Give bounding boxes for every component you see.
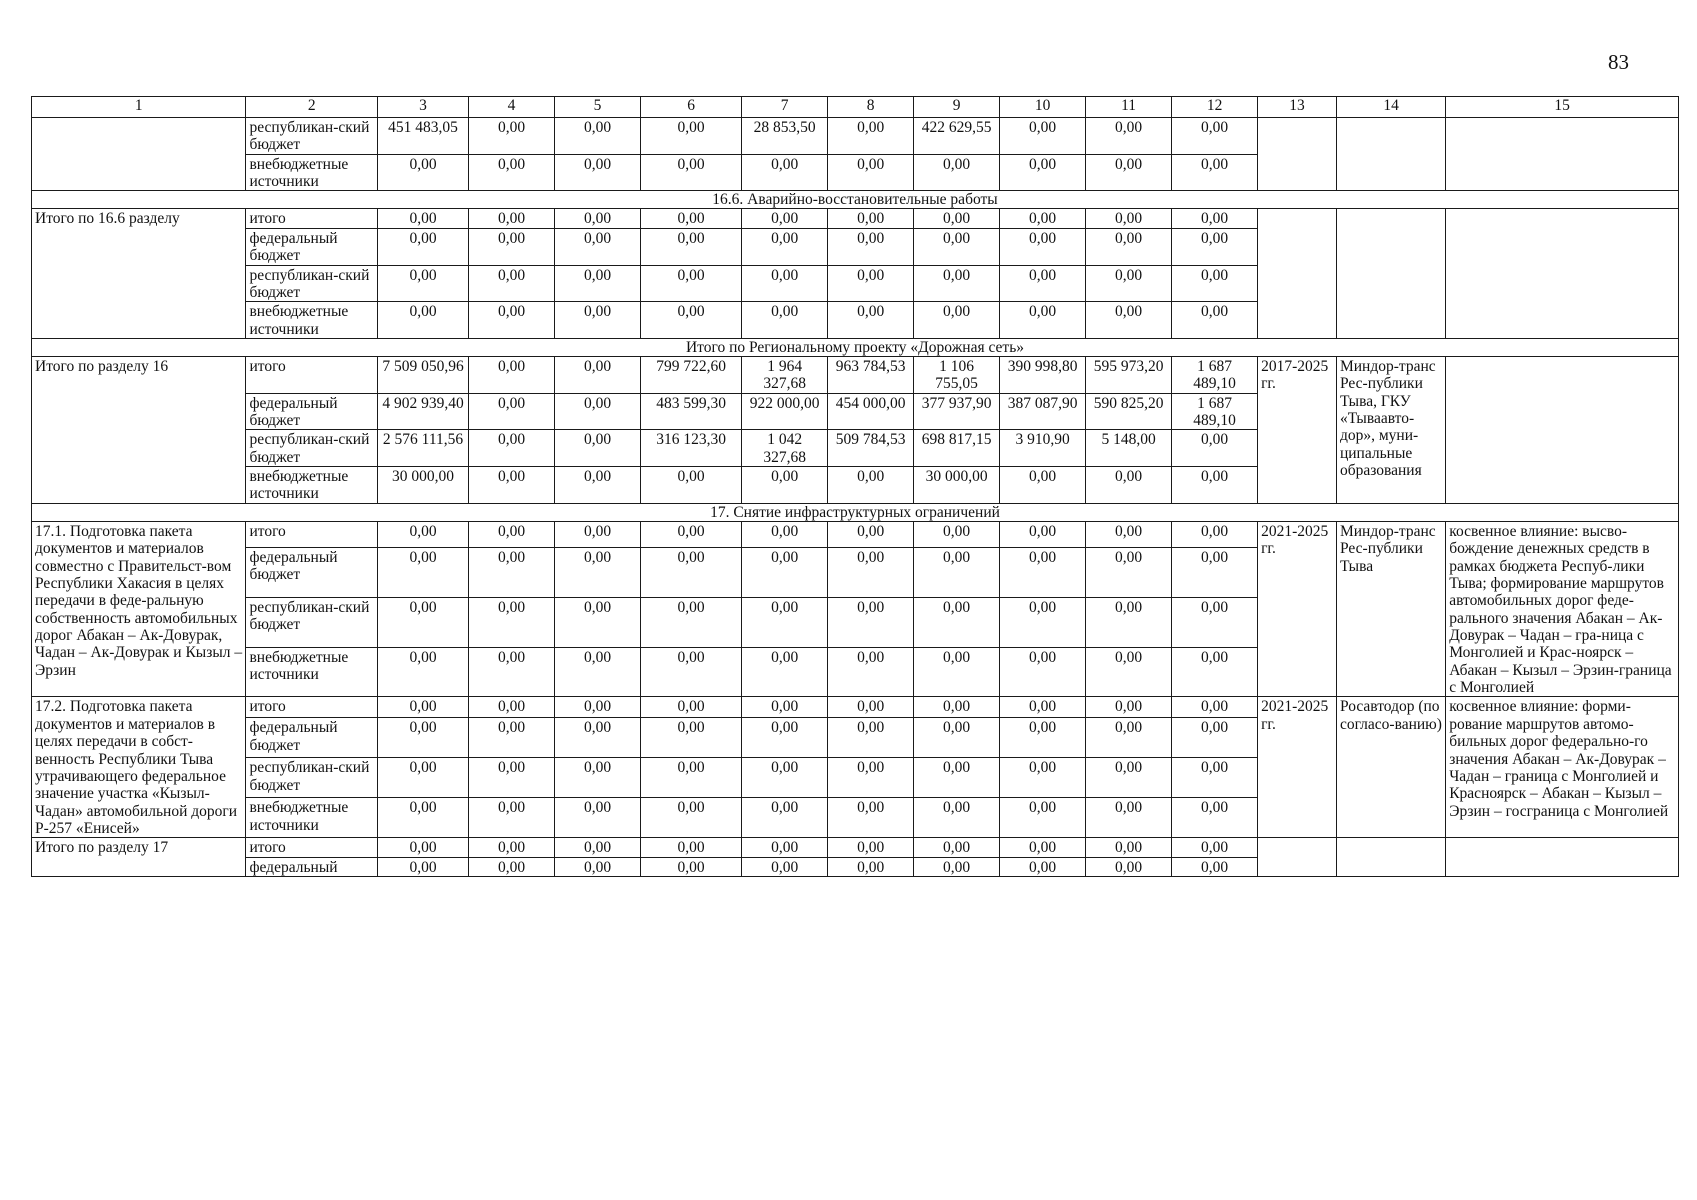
amount-cell: 0,00 bbox=[377, 697, 468, 718]
amount-cell: 0,00 bbox=[1000, 467, 1086, 504]
amount-cell: 0,00 bbox=[1000, 265, 1086, 302]
amount-cell: 1 106 755,05 bbox=[914, 356, 1000, 393]
effect-cell: косвенное влияние: высво-бождение денежных средств в рамках бюджета Респуб-лики Тыва; формирование маршрутов автомобильных дорог феде-рального значения Абакан – Ак-Довурак – Чадан – гра-ница с Монголией и Крас-ноярск – Абакан – Кызыл – Эрзин-граница с Монголией bbox=[1446, 521, 1679, 697]
amount-cell: 0,00 bbox=[914, 838, 1000, 857]
amount-cell: 0,00 bbox=[1172, 302, 1258, 339]
amount-cell: 3 910,90 bbox=[1000, 430, 1086, 467]
amount-cell: 0,00 bbox=[1000, 302, 1086, 339]
amount-cell: 0,00 bbox=[641, 548, 742, 598]
table-row bbox=[32, 838, 1679, 857]
amount-cell: 0,00 bbox=[1172, 697, 1258, 718]
period-cell bbox=[1258, 118, 1337, 191]
funding-source: федеральный бюджет bbox=[246, 393, 378, 430]
amount-cell: 0,00 bbox=[469, 798, 555, 838]
section-title-row bbox=[32, 338, 1679, 356]
period-cell: 2017-2025 гг. bbox=[1258, 356, 1337, 503]
funding-source: внебюджетные источники bbox=[246, 798, 378, 838]
funding-source: итого bbox=[246, 209, 378, 228]
amount-cell: 0,00 bbox=[555, 393, 641, 430]
column-number: 6 bbox=[641, 97, 742, 118]
amount-cell: 0,00 bbox=[555, 356, 641, 393]
funding-source: республикан-ский бюджет bbox=[246, 118, 378, 155]
amount-cell: 0,00 bbox=[641, 838, 742, 857]
amount-cell: 0,00 bbox=[828, 467, 914, 504]
amount-cell: 0,00 bbox=[555, 265, 641, 302]
amount-cell: 0,00 bbox=[555, 718, 641, 758]
amount-cell: 0,00 bbox=[641, 521, 742, 547]
amount-cell: 0,00 bbox=[555, 647, 641, 697]
amount-cell: 0,00 bbox=[1000, 758, 1086, 798]
amount-cell: 0,00 bbox=[469, 647, 555, 697]
table-row bbox=[32, 521, 1679, 547]
amount-cell: 0,00 bbox=[914, 265, 1000, 302]
amount-cell: 0,00 bbox=[377, 228, 468, 265]
amount-cell: 0,00 bbox=[914, 647, 1000, 697]
amount-cell: 0,00 bbox=[555, 118, 641, 155]
amount-cell: 0,00 bbox=[641, 647, 742, 697]
amount-cell: 30 000,00 bbox=[914, 467, 1000, 504]
amount-cell: 698 817,15 bbox=[914, 430, 1000, 467]
amount-cell: 0,00 bbox=[742, 647, 828, 697]
amount-cell: 0,00 bbox=[469, 356, 555, 393]
amount-cell: 0,00 bbox=[914, 228, 1000, 265]
amount-cell: 0,00 bbox=[1000, 838, 1086, 857]
executor-cell bbox=[1336, 118, 1445, 191]
effect-cell: косвенное влияние: форми-рование маршрутов автомо-бильных дорог федерально-го значения Абакан – Ак-Довурак – Чадан – граница с Монголией и Красноярск – Абакан – Кызыл – Эрзин – госграница с Монголией bbox=[1446, 697, 1679, 838]
amount-cell: 451 483,05 bbox=[377, 118, 468, 155]
amount-cell: 509 784,53 bbox=[828, 430, 914, 467]
amount-cell: 0,00 bbox=[1000, 548, 1086, 598]
amount-cell: 0,00 bbox=[555, 838, 641, 857]
row-name: Итого по 16.6 разделу bbox=[32, 209, 246, 339]
amount-cell: 1 687 489,10 bbox=[1172, 356, 1258, 393]
amount-cell: 0,00 bbox=[1086, 209, 1172, 228]
amount-cell: 0,00 bbox=[1000, 118, 1086, 155]
amount-cell: 0,00 bbox=[1000, 647, 1086, 697]
column-number: 8 bbox=[828, 97, 914, 118]
amount-cell: 0,00 bbox=[1000, 798, 1086, 838]
amount-cell: 0,00 bbox=[828, 118, 914, 155]
amount-cell: 0,00 bbox=[555, 857, 641, 876]
column-number: 12 bbox=[1172, 97, 1258, 118]
effect-cell bbox=[1446, 209, 1679, 339]
column-number: 10 bbox=[1000, 97, 1086, 118]
amount-cell: 0,00 bbox=[1172, 154, 1258, 191]
amount-cell: 0,00 bbox=[555, 521, 641, 547]
amount-cell: 0,00 bbox=[1086, 697, 1172, 718]
amount-cell: 0,00 bbox=[828, 521, 914, 547]
amount-cell: 0,00 bbox=[469, 467, 555, 504]
amount-cell: 0,00 bbox=[377, 265, 468, 302]
funding-source: федеральный бюджет bbox=[246, 228, 378, 265]
amount-cell: 0,00 bbox=[828, 154, 914, 191]
amount-cell: 0,00 bbox=[469, 209, 555, 228]
amount-cell: 0,00 bbox=[377, 758, 468, 798]
amount-cell: 0,00 bbox=[377, 521, 468, 547]
amount-cell: 0,00 bbox=[742, 302, 828, 339]
amount-cell: 1 964 327,68 bbox=[742, 356, 828, 393]
amount-cell: 1 042 327,68 bbox=[742, 430, 828, 467]
amount-cell: 5 148,00 bbox=[1086, 430, 1172, 467]
amount-cell: 0,00 bbox=[377, 647, 468, 697]
row-name: Итого по разделу 16 bbox=[32, 356, 246, 503]
amount-cell: 0,00 bbox=[555, 798, 641, 838]
funding-source: республикан-ский бюджет bbox=[246, 597, 378, 647]
funding-source: итого bbox=[246, 521, 378, 547]
funding-source: федеральный бюджет bbox=[246, 548, 378, 598]
amount-cell: 0,00 bbox=[641, 302, 742, 339]
row-name: 17.1. Подготовка пакета документов и материалов совместно с Правительст-вом Республики Хакасия в целях передачи в феде-ральную собственность автомобильных дорог Абакан – Ак-Довурак, Чадан – Ак-Довурак и Кызыл – Эрзин bbox=[32, 521, 246, 697]
amount-cell: 0,00 bbox=[742, 548, 828, 598]
amount-cell: 0,00 bbox=[742, 838, 828, 857]
executor-cell: Миндор-транс Рес-публики Тыва bbox=[1336, 521, 1445, 697]
effect-cell bbox=[1446, 838, 1679, 877]
amount-cell: 0,00 bbox=[469, 265, 555, 302]
amount-cell: 387 087,90 bbox=[1000, 393, 1086, 430]
amount-cell: 0,00 bbox=[1086, 302, 1172, 339]
amount-cell: 0,00 bbox=[1000, 597, 1086, 647]
amount-cell: 0,00 bbox=[641, 154, 742, 191]
amount-cell: 0,00 bbox=[555, 467, 641, 504]
column-number-row bbox=[32, 97, 1679, 118]
funding-source: итого bbox=[246, 838, 378, 857]
amount-cell: 0,00 bbox=[914, 548, 1000, 598]
executor-cell: Миндор-транс Рес-публики Тыва, ГКУ «Тываавто-дор», муни-ципальные образования bbox=[1336, 356, 1445, 503]
amount-cell: 0,00 bbox=[469, 718, 555, 758]
column-number: 11 bbox=[1086, 97, 1172, 118]
amount-cell: 0,00 bbox=[469, 597, 555, 647]
amount-cell: 0,00 bbox=[555, 697, 641, 718]
amount-cell: 0,00 bbox=[1172, 647, 1258, 697]
amount-cell: 0,00 bbox=[828, 798, 914, 838]
amount-cell: 0,00 bbox=[742, 154, 828, 191]
amount-cell: 0,00 bbox=[1172, 857, 1258, 876]
funding-source: республикан-ский бюджет bbox=[246, 758, 378, 798]
amount-cell: 963 784,53 bbox=[828, 356, 914, 393]
amount-cell: 0,00 bbox=[742, 798, 828, 838]
amount-cell: 0,00 bbox=[1086, 228, 1172, 265]
page-number: 83 bbox=[1608, 50, 1629, 74]
amount-cell: 0,00 bbox=[469, 857, 555, 876]
amount-cell: 0,00 bbox=[742, 521, 828, 547]
amount-cell: 28 853,50 bbox=[742, 118, 828, 155]
amount-cell: 0,00 bbox=[555, 302, 641, 339]
amount-cell: 0,00 bbox=[1172, 838, 1258, 857]
executor-cell bbox=[1336, 209, 1445, 339]
amount-cell: 0,00 bbox=[377, 154, 468, 191]
amount-cell: 0,00 bbox=[828, 838, 914, 857]
amount-cell: 0,00 bbox=[469, 118, 555, 155]
amount-cell: 0,00 bbox=[914, 154, 1000, 191]
amount-cell: 0,00 bbox=[914, 718, 1000, 758]
funding-source: итого bbox=[246, 697, 378, 718]
amount-cell: 0,00 bbox=[555, 597, 641, 647]
amount-cell: 0,00 bbox=[555, 154, 641, 191]
amount-cell: 0,00 bbox=[1086, 265, 1172, 302]
amount-cell: 0,00 bbox=[641, 798, 742, 838]
amount-cell: 0,00 bbox=[469, 302, 555, 339]
amount-cell: 0,00 bbox=[828, 228, 914, 265]
amount-cell: 390 998,80 bbox=[1000, 356, 1086, 393]
amount-cell: 0,00 bbox=[1172, 758, 1258, 798]
executor-cell bbox=[1336, 838, 1445, 877]
amount-cell: 0,00 bbox=[641, 228, 742, 265]
amount-cell: 0,00 bbox=[1000, 154, 1086, 191]
amount-cell: 0,00 bbox=[914, 597, 1000, 647]
amount-cell: 0,00 bbox=[1172, 597, 1258, 647]
column-number: 9 bbox=[914, 97, 1000, 118]
amount-cell: 0,00 bbox=[469, 521, 555, 547]
amount-cell: 0,00 bbox=[828, 548, 914, 598]
amount-cell: 2 576 111,56 bbox=[377, 430, 468, 467]
amount-cell: 0,00 bbox=[1172, 430, 1258, 467]
amount-cell: 0,00 bbox=[742, 597, 828, 647]
funding-source: внебюджетные источники bbox=[246, 302, 378, 339]
amount-cell: 0,00 bbox=[742, 857, 828, 876]
amount-cell: 0,00 bbox=[742, 265, 828, 302]
amount-cell: 922 000,00 bbox=[742, 393, 828, 430]
amount-cell: 0,00 bbox=[469, 838, 555, 857]
column-number: 1 bbox=[32, 97, 246, 118]
amount-cell: 0,00 bbox=[641, 758, 742, 798]
amount-cell: 0,00 bbox=[641, 467, 742, 504]
table-row bbox=[32, 697, 1679, 718]
amount-cell: 0,00 bbox=[377, 798, 468, 838]
amount-cell: 0,00 bbox=[555, 430, 641, 467]
amount-cell: 0,00 bbox=[1086, 597, 1172, 647]
amount-cell: 0,00 bbox=[641, 118, 742, 155]
amount-cell: 0,00 bbox=[555, 758, 641, 798]
period-cell bbox=[1258, 838, 1337, 877]
column-number: 13 bbox=[1258, 97, 1337, 118]
funding-source: федеральный бюджет bbox=[246, 718, 378, 758]
amount-cell: 0,00 bbox=[1000, 209, 1086, 228]
amount-cell: 0,00 bbox=[914, 302, 1000, 339]
section-title: 17. Снятие инфраструктурных ограничений bbox=[32, 503, 1679, 521]
amount-cell: 0,00 bbox=[742, 718, 828, 758]
amount-cell: 0,00 bbox=[1086, 758, 1172, 798]
amount-cell: 0,00 bbox=[828, 302, 914, 339]
amount-cell: 0,00 bbox=[914, 209, 1000, 228]
column-number: 5 bbox=[555, 97, 641, 118]
column-number: 3 bbox=[377, 97, 468, 118]
amount-cell: 0,00 bbox=[641, 265, 742, 302]
amount-cell: 0,00 bbox=[914, 758, 1000, 798]
amount-cell: 0,00 bbox=[377, 838, 468, 857]
executor-cell: Росавтодор (по согласо-ванию) bbox=[1336, 697, 1445, 838]
amount-cell: 0,00 bbox=[1086, 521, 1172, 547]
column-number: 14 bbox=[1336, 97, 1445, 118]
amount-cell: 799 722,60 bbox=[641, 356, 742, 393]
amount-cell: 0,00 bbox=[742, 228, 828, 265]
amount-cell: 0,00 bbox=[1000, 228, 1086, 265]
amount-cell: 0,00 bbox=[1086, 718, 1172, 758]
amount-cell: 0,00 bbox=[1172, 265, 1258, 302]
amount-cell: 0,00 bbox=[1172, 718, 1258, 758]
amount-cell: 0,00 bbox=[1086, 838, 1172, 857]
period-cell: 2021-2025 гг. bbox=[1258, 521, 1337, 697]
amount-cell: 0,00 bbox=[828, 857, 914, 876]
amount-cell: 422 629,55 bbox=[914, 118, 1000, 155]
amount-cell: 0,00 bbox=[377, 857, 468, 876]
amount-cell: 0,00 bbox=[377, 548, 468, 598]
section-title-row bbox=[32, 191, 1679, 209]
amount-cell: 0,00 bbox=[914, 798, 1000, 838]
amount-cell: 0,00 bbox=[1000, 697, 1086, 718]
amount-cell: 0,00 bbox=[641, 718, 742, 758]
amount-cell: 0,00 bbox=[1172, 521, 1258, 547]
amount-cell: 0,00 bbox=[1000, 521, 1086, 547]
column-number: 15 bbox=[1446, 97, 1679, 118]
row-name: Итого по разделу 17 bbox=[32, 838, 246, 877]
column-number: 4 bbox=[469, 97, 555, 118]
period-cell: 2021-2025 гг. bbox=[1258, 697, 1337, 838]
row-name bbox=[32, 118, 246, 191]
amount-cell: 0,00 bbox=[914, 697, 1000, 718]
amount-cell: 0,00 bbox=[742, 758, 828, 798]
amount-cell: 0,00 bbox=[555, 228, 641, 265]
section-title: 16.6. Аварийно-восстановительные работы bbox=[32, 191, 1679, 209]
amount-cell: 595 973,20 bbox=[1086, 356, 1172, 393]
table-row bbox=[32, 209, 1679, 228]
amount-cell: 0,00 bbox=[742, 209, 828, 228]
amount-cell: 0,00 bbox=[828, 209, 914, 228]
amount-cell: 0,00 bbox=[641, 209, 742, 228]
effect-cell bbox=[1446, 118, 1679, 191]
amount-cell: 454 000,00 bbox=[828, 393, 914, 430]
amount-cell: 0,00 bbox=[555, 209, 641, 228]
amount-cell: 0,00 bbox=[1172, 118, 1258, 155]
period-cell bbox=[1258, 209, 1337, 339]
section-title-row bbox=[32, 503, 1679, 521]
amount-cell: 590 825,20 bbox=[1086, 393, 1172, 430]
amount-cell: 0,00 bbox=[828, 718, 914, 758]
amount-cell: 0,00 bbox=[377, 718, 468, 758]
amount-cell: 0,00 bbox=[377, 209, 468, 228]
amount-cell: 30 000,00 bbox=[377, 467, 468, 504]
amount-cell: 0,00 bbox=[742, 467, 828, 504]
amount-cell: 0,00 bbox=[1172, 798, 1258, 838]
amount-cell: 0,00 bbox=[1086, 467, 1172, 504]
amount-cell: 0,00 bbox=[641, 697, 742, 718]
amount-cell: 0,00 bbox=[641, 597, 742, 647]
amount-cell: 0,00 bbox=[1086, 154, 1172, 191]
funding-source: федеральный bbox=[246, 857, 378, 876]
amount-cell: 0,00 bbox=[377, 597, 468, 647]
funding-source: республикан-ский бюджет bbox=[246, 265, 378, 302]
budget-table bbox=[31, 96, 1679, 877]
amount-cell: 0,00 bbox=[1172, 209, 1258, 228]
amount-cell: 0,00 bbox=[1000, 857, 1086, 876]
section-title: Итого по Региональному проекту «Дорожная сеть» bbox=[32, 338, 1679, 356]
amount-cell: 0,00 bbox=[828, 647, 914, 697]
table-row bbox=[32, 356, 1679, 393]
amount-cell: 0,00 bbox=[469, 697, 555, 718]
amount-cell: 377 937,90 bbox=[914, 393, 1000, 430]
amount-cell: 0,00 bbox=[469, 154, 555, 191]
table-row bbox=[32, 118, 1679, 155]
funding-source: итого bbox=[246, 356, 378, 393]
amount-cell: 0,00 bbox=[828, 697, 914, 718]
amount-cell: 0,00 bbox=[469, 548, 555, 598]
amount-cell: 483 599,30 bbox=[641, 393, 742, 430]
amount-cell: 0,00 bbox=[828, 265, 914, 302]
amount-cell: 0,00 bbox=[1172, 548, 1258, 598]
amount-cell: 0,00 bbox=[469, 758, 555, 798]
amount-cell: 7 509 050,96 bbox=[377, 356, 468, 393]
amount-cell: 0,00 bbox=[914, 521, 1000, 547]
amount-cell: 0,00 bbox=[1172, 228, 1258, 265]
amount-cell: 0,00 bbox=[742, 697, 828, 718]
amount-cell: 316 123,30 bbox=[641, 430, 742, 467]
amount-cell: 0,00 bbox=[641, 857, 742, 876]
funding-source: республикан-ский бюджет bbox=[246, 430, 378, 467]
amount-cell: 0,00 bbox=[469, 430, 555, 467]
effect-cell bbox=[1446, 356, 1679, 503]
amount-cell: 0,00 bbox=[469, 393, 555, 430]
amount-cell: 0,00 bbox=[914, 857, 1000, 876]
amount-cell: 0,00 bbox=[828, 758, 914, 798]
amount-cell: 0,00 bbox=[555, 548, 641, 598]
column-number: 2 bbox=[246, 97, 378, 118]
amount-cell: 0,00 bbox=[1086, 798, 1172, 838]
amount-cell: 0,00 bbox=[1086, 548, 1172, 598]
amount-cell: 0,00 bbox=[1086, 647, 1172, 697]
amount-cell: 0,00 bbox=[377, 302, 468, 339]
column-number: 7 bbox=[742, 97, 828, 118]
row-name: 17.2. Подготовка пакета документов и материалов в целях передачи в собст-венность Республики Тыва утрачивающего федеральное значение участка «Кызыл-Чадан» автомобильной дороги Р-257 «Енисей» bbox=[32, 697, 246, 838]
amount-cell: 0,00 bbox=[469, 228, 555, 265]
funding-source: внебюджетные источники bbox=[246, 647, 378, 697]
funding-source: внебюджетные источники bbox=[246, 154, 378, 191]
amount-cell: 0,00 bbox=[1086, 118, 1172, 155]
amount-cell: 0,00 bbox=[1086, 857, 1172, 876]
amount-cell: 0,00 bbox=[1000, 718, 1086, 758]
amount-cell: 0,00 bbox=[1172, 467, 1258, 504]
funding-source: внебюджетные источники bbox=[246, 467, 378, 504]
amount-cell: 4 902 939,40 bbox=[377, 393, 468, 430]
amount-cell: 0,00 bbox=[828, 597, 914, 647]
amount-cell: 1 687 489,10 bbox=[1172, 393, 1258, 430]
